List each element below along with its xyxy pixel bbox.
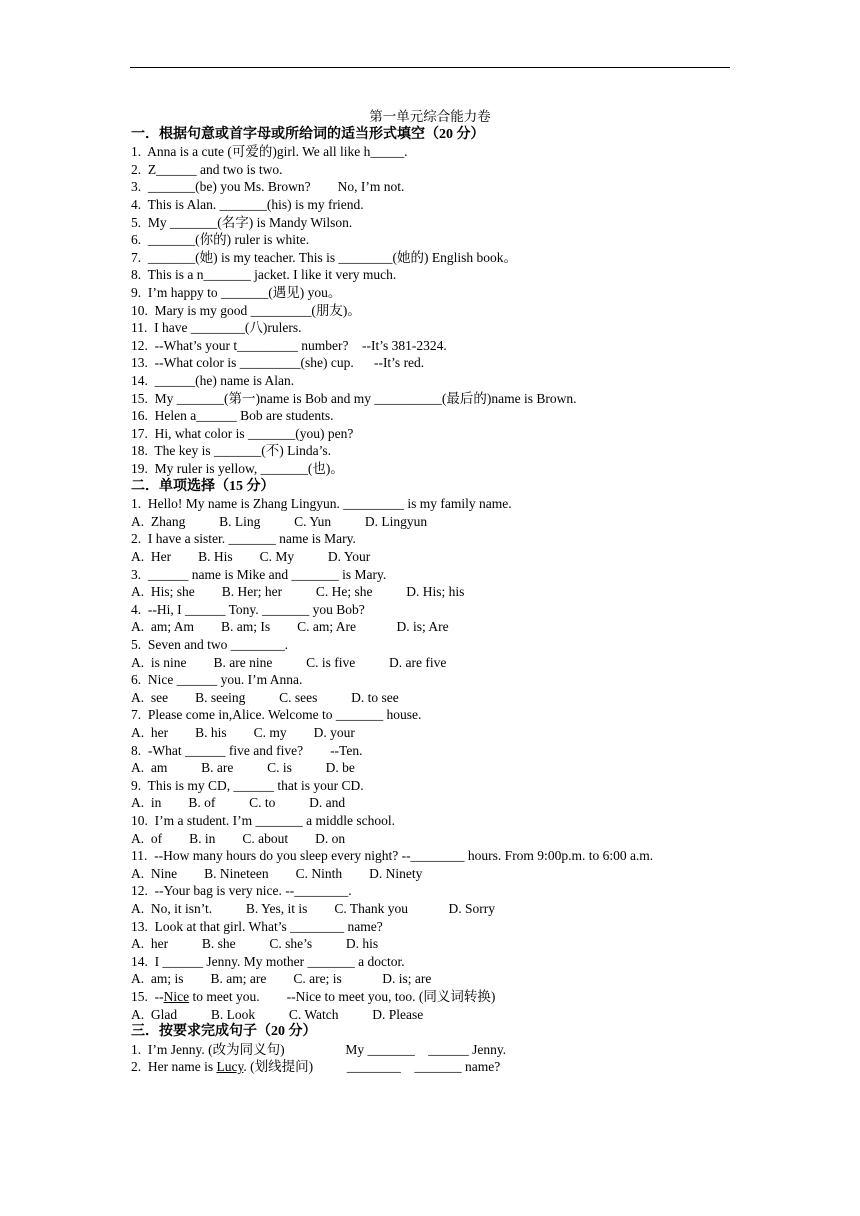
exam-line: A. No, it isn’t. B. Yes, it is C. Thank you D. Sorry bbox=[131, 900, 496, 916]
exam-line: 8. -What ______ five and five? --Ten. bbox=[131, 742, 363, 758]
exam-line: 2. I have a sister. _______ name is Mary. bbox=[131, 531, 356, 547]
exam-line: 15. My _______(第一)name is Bob and my __________(最后的)name is Brown. bbox=[131, 390, 577, 406]
exam-line: A. is nine B. are nine C. is five D. are five bbox=[131, 654, 447, 670]
exam-line: A. see B. seeing C. sees D. to see bbox=[131, 689, 399, 705]
exam-line: A. her B. she C. she’s D. his bbox=[131, 936, 379, 952]
exam-line: 13. Look at that girl. What’s ________ name? bbox=[131, 918, 383, 934]
exam-line: 5. Seven and two ________. bbox=[131, 636, 289, 652]
exam-line: A. am B. are C. is D. be bbox=[131, 760, 355, 776]
exam-line: 15. --Nice to meet you. --Nice to meet you, too. (同义词转换) bbox=[131, 988, 496, 1004]
exam-line: 10. Mary is my good _________(朋友)。 bbox=[131, 302, 361, 318]
exam-line: 5. My _______(名字) is Mandy Wilson. bbox=[131, 214, 353, 230]
exam-line: A. of B. in C. about D. on bbox=[131, 830, 346, 846]
exam-line: 11. I have ________(八)rulers. bbox=[131, 320, 302, 336]
exam-line: A. her B. his C. my D. your bbox=[131, 724, 355, 740]
exam-line: 1. Anna is a cute (可爱的)girl. We all like h_____. bbox=[131, 144, 408, 160]
exam-line: A. Nine B. Nineteen C. Ninth D. Ninety bbox=[131, 865, 423, 881]
exam-line: 17. Hi, what color is _______(you) pen? bbox=[131, 425, 354, 441]
exam-line: A. am; Am B. am; Is C. am; Are D. is; Are bbox=[131, 619, 449, 635]
exam-line: A. His; she B. Her; her C. He; she D. His; his bbox=[131, 584, 465, 600]
exam-line: 10. I’m a student. I’m _______ a middle school. bbox=[131, 812, 395, 828]
section-heading: 二．单项选择（15 分） bbox=[131, 478, 275, 494]
exam-line: 13. --What color is _________(she) cup. --It’s red. bbox=[131, 355, 425, 371]
exam-line: 6. _______(你的) ruler is white. bbox=[131, 232, 310, 248]
exam-line: 3. ______ name is Mike and _______ is Mary. bbox=[131, 566, 387, 582]
exam-line: 14. I ______ Jenny. My mother _______ a doctor. bbox=[131, 953, 405, 969]
page-title: 第一单元综合能力卷 bbox=[369, 109, 491, 124]
exam-line: 2. Z______ and two is two. bbox=[131, 161, 283, 177]
exam-line: 4. This is Alan. _______(his) is my friend. bbox=[131, 196, 364, 212]
exam-line: A. am; is B. am; are C. are; is D. is; are bbox=[131, 971, 432, 987]
exam-line: 12. --What’s your t_________ number? --It’s 381-2324. bbox=[131, 337, 447, 353]
exam-line: 14. ______(he) name is Alan. bbox=[131, 372, 295, 388]
exam-line: 9. This is my CD, ______ that is your CD. bbox=[131, 777, 364, 793]
section-heading: 一．根据句意或首字母或所给词的适当形式填空（20 分） bbox=[131, 126, 485, 142]
header-rule bbox=[130, 67, 730, 68]
exam-line: 3. _______(be) you Ms. Brown? No, I’m not. bbox=[131, 179, 405, 195]
exam-line: 19. My ruler is yellow, _______(也)。 bbox=[131, 460, 344, 476]
exam-line: A. in B. of C. to D. and bbox=[131, 795, 346, 811]
exam-line: 9. I’m happy to _______(遇见) you。 bbox=[131, 284, 342, 300]
exam-line: 2. Her name is Lucy. (划线提问) ________ _______ name? bbox=[131, 1059, 501, 1075]
exam-line: 18. The key is _______(不) Linda’s. bbox=[131, 443, 331, 459]
exam-line: 8. This is a n_______ jacket. I like it very much. bbox=[131, 267, 397, 283]
exam-line: 7. _______(她) is my teacher. This is ________(她的) English book。 bbox=[131, 249, 517, 265]
exam-line: A. Glad B. Look C. Watch D. Please bbox=[131, 1006, 424, 1022]
exam-line: 16. Helen a______ Bob are students. bbox=[131, 408, 334, 424]
exam-line: 11. --How many hours do you sleep every night? --________ hours. From 9:00p.m. to 6:00 a.m. bbox=[131, 848, 654, 864]
underlined-word: Lucy bbox=[216, 1059, 244, 1075]
exam-line: 7. Please come in,Alice. Welcome to _______ house. bbox=[131, 707, 422, 723]
exam-line: 12. --Your bag is very nice. --________. bbox=[131, 883, 352, 899]
exam-line: 1. I’m Jenny. (改为同义句) My _______ ______ Jenny. bbox=[131, 1041, 507, 1057]
exam-line: A. Her B. His C. My D. Your bbox=[131, 548, 371, 564]
exam-line: 1. Hello! My name is Zhang Lingyun. _________ is my family name. bbox=[131, 496, 512, 512]
exam-line: A. Zhang B. Ling C. Yun D. Lingyun bbox=[131, 513, 428, 529]
exam-line: 4. --Hi, I ______ Tony. _______ you Bob? bbox=[131, 601, 365, 617]
section-heading: 三．按要求完成句子（20 分） bbox=[131, 1024, 317, 1040]
underlined-word: Nice bbox=[163, 988, 190, 1004]
exam-line: 6. Nice ______ you. I’m Anna. bbox=[131, 672, 303, 688]
